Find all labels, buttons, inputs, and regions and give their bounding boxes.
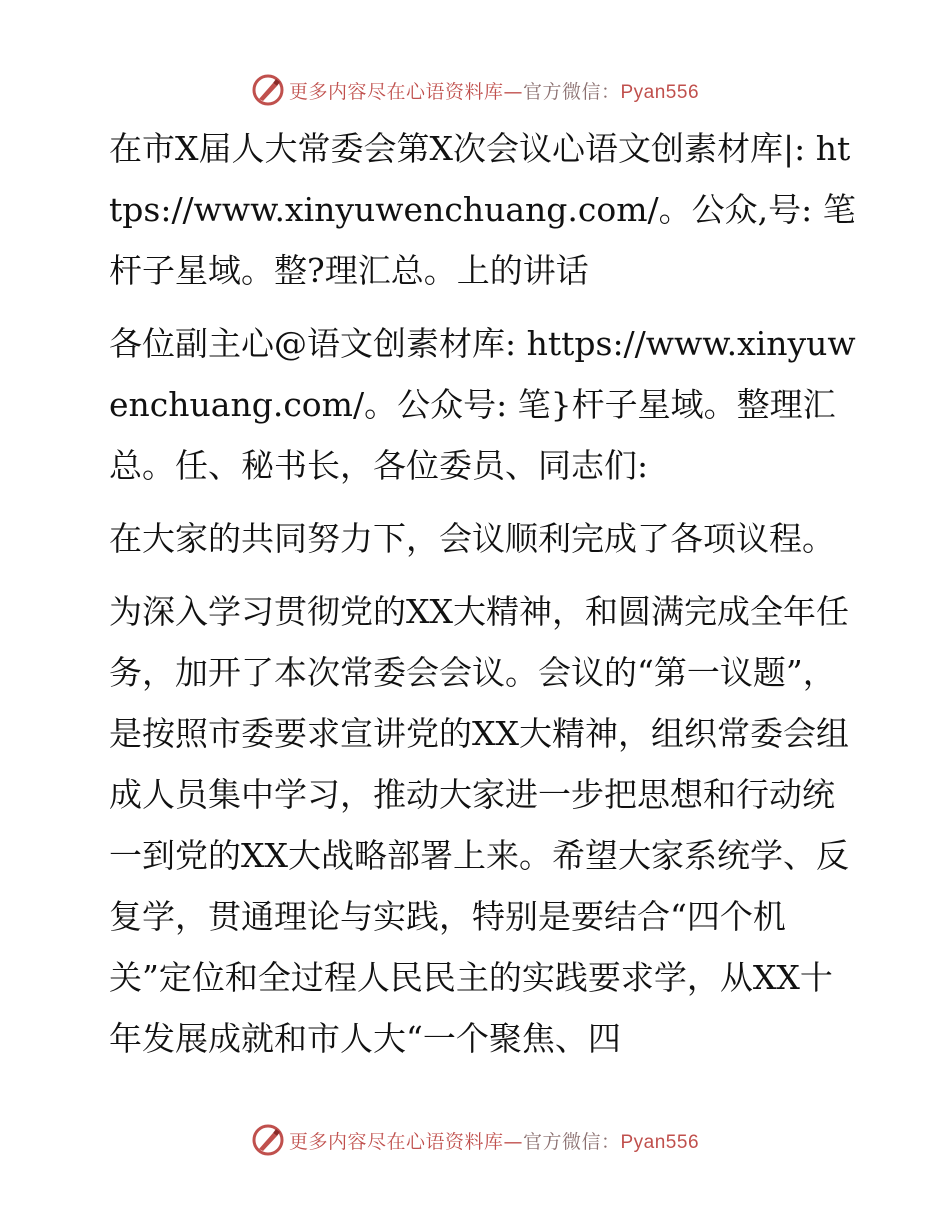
paragraph-agenda: 在大家的共同努力下，会议顺利完成了各项议程。 — [109, 519, 835, 558]
footer-separator: — — [503, 1130, 523, 1153]
header-brand-text: 更多内容尽在心语资料库 — [288, 80, 504, 103]
footer-watermark — [0, 1120, 950, 1160]
paragraph-title: 在市X届人大常委会第X次会议心语文创素材库|: https://www.xinyuwenchuang.com/。公众,号: 笔杆子星域。整?理汇总。上的讲话 — [109, 129, 856, 290]
footer-wechat-label: 官方微信： — [522, 1130, 621, 1153]
document-body — [97, 118, 857, 1069]
header-watermark — [0, 70, 950, 110]
footer-wechat-id: Pyan556 — [620, 1131, 700, 1153]
pen-logo-icon — [251, 73, 285, 107]
footer-brand-text: 更多内容尽在心语资料库 — [288, 1130, 504, 1153]
header-wechat-label: 官方微信： — [522, 80, 621, 103]
pen-logo-icon — [251, 1123, 285, 1157]
header-wechat-id: Pyan556 — [620, 81, 700, 103]
paragraph-body: 为深入学习贯彻党的XX大精神，和圆满完成全年任务，加开了本次常委会会议。会议的“第一议题”，是按照市委要求宣讲党的XX大精神，组织常委会组成人员集中学习，推动大家进一步把思想和行动统一到党的XX大战略部署上来。希望大家系统学、反复学，贯通理论与实践，特别是要结合“四个机关”定位和全过程人民民主的实践要求学，从XX十年发展成就和市人大“一个聚焦、四 — [109, 592, 849, 1058]
header-separator: — — [503, 80, 523, 103]
paragraph-salutation: 各位副主心@语文创素材库: https://www.xinyuwenchuang.com/。公众号: 笔}杆子星域。整理汇总。任、秘书长，各位委员、同志们: — [109, 324, 856, 485]
